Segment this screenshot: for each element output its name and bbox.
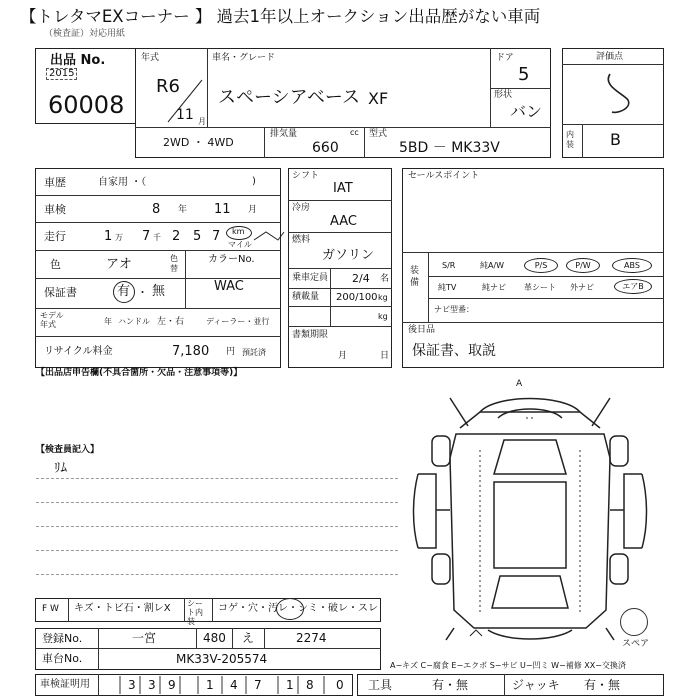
equip-airbag: エアB (614, 279, 652, 294)
warranty-yes: 有 (117, 284, 131, 299)
steering-label: ハンドル (118, 317, 150, 326)
fw-text: キズ・トビ石・割レX (74, 603, 171, 614)
jack-value: 有・無 (584, 678, 621, 692)
model-value: 5BD － MK33V (399, 140, 500, 156)
cert-digit-7: 1 (286, 678, 294, 692)
inspection-year-unit: 年 (178, 205, 188, 215)
lot-year-tag: 2015 (46, 68, 77, 80)
capacity-value: 2/4 (352, 272, 370, 285)
inspector-label: 【検査員記入】 (36, 445, 100, 455)
model-year-label: モデル年式 (40, 311, 64, 329)
ac-value: AAC (330, 214, 357, 229)
ac-label: 冷房 (292, 203, 311, 213)
fuel-label: 燃料 (292, 235, 311, 245)
color-no-value: WAC (214, 279, 244, 294)
tools-label: 工具 (368, 678, 393, 692)
seat-label: シート内装 (187, 599, 203, 626)
equipment-label: 装備 (410, 266, 420, 288)
damage-mark-a: A (516, 379, 523, 389)
registration-kana: え (242, 631, 255, 645)
navi-model-label: ナビ型番： (434, 305, 474, 314)
interior-label: 内装 (566, 130, 574, 150)
recycle-label: リサイクル料金 (44, 346, 113, 357)
steering-value: 左・右 (157, 317, 185, 327)
fw-label: F W (42, 604, 59, 614)
year-month: 11 (176, 107, 194, 123)
interior-grade: B (610, 130, 621, 149)
damage-legend: A−キズ C−腐食 E−エクボ S−サビ U−凹ミ W−補修 XX−交換済 (390, 661, 626, 670)
chassis-label: 車台No. (42, 652, 83, 665)
history-label: 車歴 (44, 176, 66, 189)
doc-label: 書類期限 (292, 330, 329, 340)
vehicle-grade: XF (368, 89, 389, 108)
cert-digit-2: 3 (148, 678, 156, 692)
equip-sr: S/R (442, 261, 456, 270)
banner-title: 【トレタマEXコーナー 】 過去1年以上オークション出品歴がない車両 (20, 7, 541, 26)
sub-banner: （検査証）対応用紙 (44, 29, 126, 39)
model-label: 型式 (369, 129, 388, 139)
history-box (35, 168, 281, 368)
lot-number: 60008 (48, 91, 125, 119)
displacement-unit: cc (350, 128, 359, 137)
mileage-unit-sen: 千 (153, 233, 161, 242)
mileage-digit-4: 5 (193, 229, 202, 244)
equip-genuine-navi: 純ナビ (482, 283, 506, 292)
jack-label: ジャッキ (512, 678, 560, 692)
color-change-label: 色替 (170, 254, 178, 274)
lot-label: 出品 No. (50, 53, 106, 68)
registration-label: 登録No. (42, 632, 83, 645)
cert-digit-8: 8 (306, 678, 314, 692)
mileage-mark (250, 226, 290, 246)
cert-digit-5: 4 (230, 678, 238, 692)
cert-digit-9: 0 (336, 678, 344, 692)
recycle-note: 預託済 (242, 348, 266, 357)
cert-digit-6: 7 (254, 678, 262, 692)
cert-label: 車検証明用 (40, 679, 90, 690)
shape-label: 形状 (494, 90, 513, 100)
model-year-unit: 年 (104, 317, 112, 326)
dealer-label: ディーラー・並行 (206, 317, 270, 326)
warranty-no: 無 (152, 284, 166, 299)
color-no-label: カラーNo. (208, 254, 255, 265)
recycle-unit: 円 (226, 347, 236, 357)
doc-unit-month: 月 (338, 351, 348, 361)
equip-ps: P/S (524, 258, 558, 273)
history-paren: ) (252, 176, 256, 187)
mileage-unit-km: km (232, 227, 245, 236)
name-label: 車名・グレード (212, 53, 276, 63)
seat-text: コゲ・穴・汚レ・シミ・破レ・スレ (218, 603, 378, 614)
color-label: 色 (50, 258, 61, 271)
chassis-value: MK33V-205574 (176, 652, 268, 666)
recycle-value: 7,180 (172, 344, 210, 359)
mileage-unit-man: 万 (115, 233, 123, 242)
shift-label: シフト (292, 171, 320, 181)
drive-options: 2WD ・ 4WD (163, 136, 234, 149)
inspector-note: ﾘﾑ (54, 461, 67, 476)
doors-value: 5 (518, 64, 530, 85)
cert-separators (98, 674, 358, 696)
car-damage-diagram (410, 378, 650, 648)
seat-stain-circle (276, 598, 304, 620)
grade-score (640, 70, 646, 80)
after-value: 保証書、取説 (412, 343, 496, 359)
year-month-unit: 月 (198, 117, 206, 126)
mileage-digit-1: 1 (104, 229, 113, 244)
cert-digit-4: 1 (206, 678, 214, 692)
warranty-label: 保証書 (44, 286, 77, 299)
equip-genuine-tv: 純TV (438, 283, 457, 292)
mileage-digit-3: 2 (172, 229, 181, 244)
after-label: 後日品 (408, 325, 436, 335)
fuel-value: ガソリン (322, 248, 375, 263)
doors-label: ドア (496, 53, 514, 63)
year-label: 年式 (141, 53, 160, 63)
equip-pw: P/W (566, 258, 600, 273)
spare-label: スペア (622, 639, 650, 649)
report-label: 【出品店申告欄(不具合箇所・欠品・注意事項等)】 (36, 368, 243, 378)
load2-unit: kg (378, 312, 388, 321)
mileage-digit-5: 7 (212, 229, 221, 244)
equip-outside-navi: 外ナビ (570, 283, 594, 292)
capacity-label: 乗車定員 (292, 273, 329, 283)
load-unit: kg (378, 293, 388, 302)
equip-genuine-aw: 純A/W (480, 261, 505, 270)
doc-unit-day: 日 (380, 351, 390, 361)
cert-digit-1: 3 (128, 678, 136, 692)
inspection-year: 8 (152, 202, 161, 217)
capacity-unit: 名 (380, 274, 390, 284)
color-value: アオ (106, 257, 132, 272)
load-label: 積載量 (292, 292, 320, 302)
history-value: 自家用 ・（ (98, 177, 147, 188)
cert-digit-3: 9 (168, 678, 176, 692)
grade-label: 評価点 (596, 52, 624, 62)
registration-office: 一宮 (132, 631, 157, 645)
tools-value: 有・無 (432, 678, 469, 692)
displacement-label: 排気量 (270, 129, 298, 139)
shift-value: IAT (333, 181, 353, 196)
equip-abs: ABS (612, 258, 652, 273)
vehicle-name: スペーシアベース (218, 87, 361, 108)
mileage-digit-2: 7 (142, 229, 151, 244)
mileage-label: 走行 (44, 230, 66, 243)
year-era: R6 (156, 76, 180, 97)
load-value: 200/100 (336, 292, 378, 303)
mileage-unit-mile: マイル (228, 240, 252, 249)
displacement-value: 660 (312, 140, 339, 156)
sales-label: セールスポイント (408, 171, 480, 181)
inspection-label: 車検 (44, 203, 66, 216)
inspection-month-unit: 月 (248, 205, 258, 215)
equip-leather: 革シート (524, 283, 556, 292)
warranty-sep: ・ (137, 286, 148, 299)
shape-value: バン (510, 102, 543, 121)
registration-number: 2274 (296, 631, 327, 645)
registration-class: 480 (203, 631, 226, 645)
inspection-month: 11 (214, 202, 231, 217)
